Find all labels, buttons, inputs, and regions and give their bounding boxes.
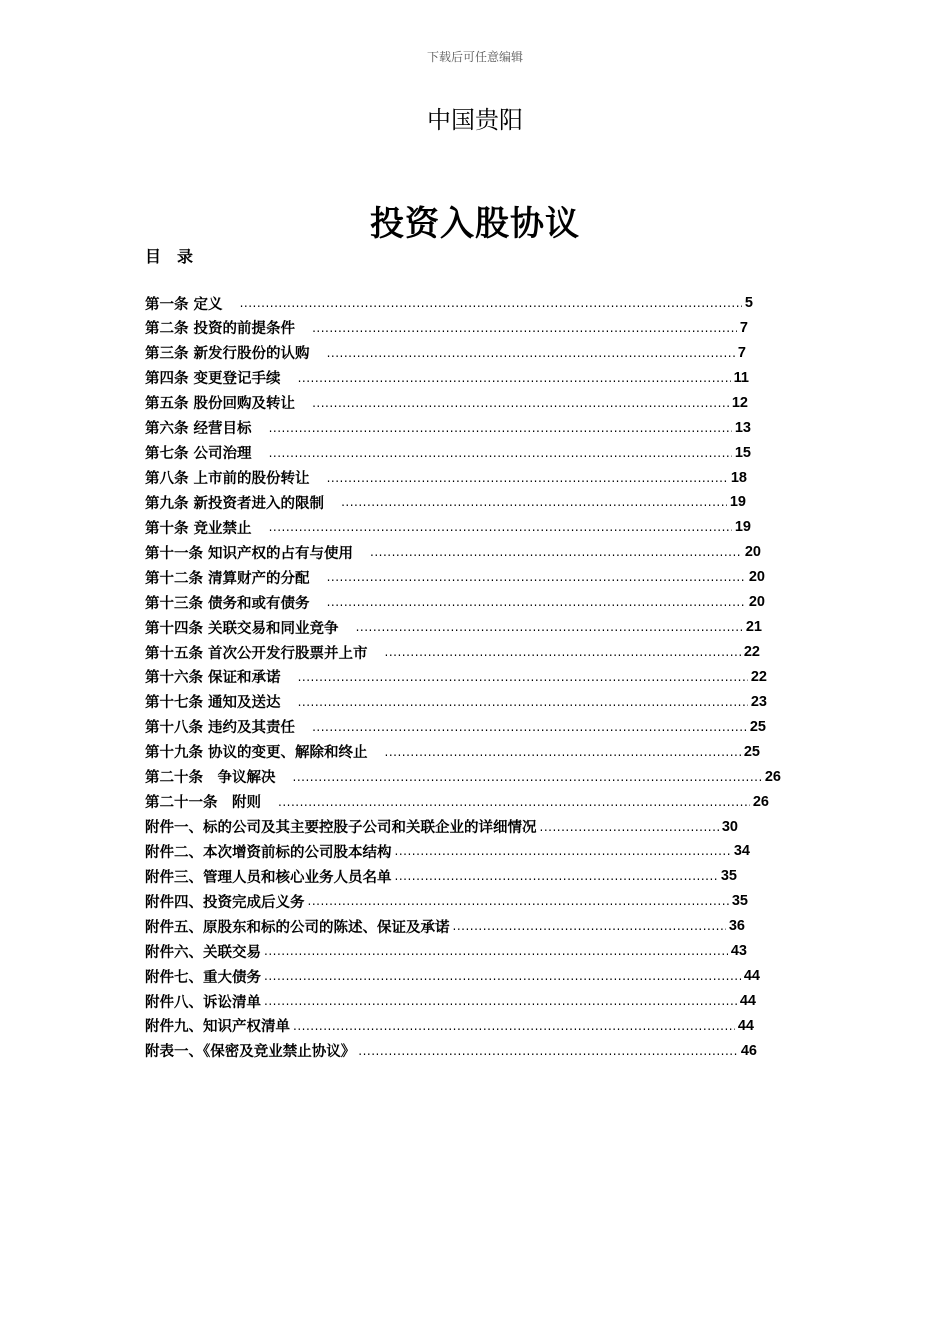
toc-entry[interactable]: [145, 864, 737, 888]
toc-entry-label: 第十条 竞业禁止: [145, 520, 252, 537]
toc-entry[interactable]: [145, 715, 766, 739]
toc-entry-page: 44: [743, 968, 760, 985]
toc-entry-page: 44: [737, 1017, 754, 1034]
toc-entry[interactable]: [145, 490, 746, 514]
toc-leader-dots: [358, 1044, 738, 1058]
toc-entry-page: 12: [731, 394, 748, 411]
toc-entry-label: 第九条 新投资者进入的限制: [145, 495, 325, 512]
toc-leader-dots: [308, 894, 729, 908]
toc-entry-page: 25: [743, 743, 760, 760]
toc-leader-dots: [293, 770, 762, 784]
toc-entry[interactable]: [145, 291, 753, 315]
toc-entry-label: 第十七条 通知及送达: [145, 695, 281, 712]
toc-entry-label: 第十四条 关联交易和同业竞争: [145, 620, 339, 637]
toc-entry-page: 23: [750, 693, 767, 710]
toc-entry[interactable]: [145, 690, 767, 714]
toc-entry-page: 26: [764, 768, 781, 785]
toc-leader-dots: [264, 994, 737, 1008]
toc-entry-label: 附件八、诉讼清单: [145, 994, 261, 1011]
toc-entry[interactable]: [145, 391, 748, 415]
toc-leader-dots: [278, 795, 750, 809]
toc-entry-label: 第一条 定义: [145, 296, 223, 313]
toc-entry[interactable]: [145, 740, 760, 764]
toc-entry[interactable]: [145, 815, 738, 839]
toc-entry[interactable]: [145, 665, 767, 689]
toc-leader-dots: [269, 520, 732, 534]
toc-entry-page: 13: [734, 419, 751, 436]
toc-entry[interactable]: [145, 790, 769, 814]
toc-entry[interactable]: [145, 989, 756, 1013]
toc-entry-page: 46: [740, 1042, 757, 1059]
toc-entry-page: 21: [745, 619, 762, 636]
toc-entry-page: 5: [744, 295, 753, 311]
toc-entry-page: 36: [728, 918, 745, 935]
toc-entry-label: 第十六条 保证和承诺: [145, 670, 281, 687]
toc-leader-dots: [395, 844, 731, 858]
toc-entry-page: 22: [750, 668, 767, 685]
toc-entry-label: 附表一、《保密及竞业禁止协议》: [145, 1044, 356, 1061]
toc-entry-label: 第十九条 协议的变更、解除和终止: [145, 745, 368, 762]
toc-entry-label: 第十一条 知识产权的占有与使用: [145, 545, 354, 562]
toc-entry-page: 20: [744, 544, 761, 561]
document-place: 中国贵阳: [427, 106, 523, 134]
toc-entry-label: 附件三、管理人员和核心业务人员名单: [145, 869, 392, 886]
toc-entry-label: 附件二、本次增资前标的公司股本结构: [145, 844, 392, 861]
toc-entry-label: 第二十条 争议解决: [145, 770, 276, 787]
toc-heading: 目 录: [145, 247, 194, 266]
toc-entry-label: 第二条 投资的前提条件: [145, 321, 296, 338]
toc-entry[interactable]: [145, 615, 762, 639]
toc-entry-label: 第七条 公司治理: [145, 446, 252, 463]
toc-entry-page: 43: [730, 943, 747, 960]
toc-entry[interactable]: [145, 441, 751, 465]
document-title: 投资入股协议: [370, 204, 580, 244]
toc-leader-dots: [327, 570, 746, 584]
toc-entry-page: 20: [748, 569, 765, 586]
toc-leader-dots: [264, 969, 741, 983]
toc-entry-label: 附件七、重大债务: [145, 969, 261, 986]
toc-entry-label: 第五条 股份回购及转让: [145, 396, 296, 413]
toc-entry[interactable]: [145, 1014, 754, 1038]
toc-leader-dots: [312, 321, 737, 335]
toc-entry[interactable]: [145, 914, 745, 938]
toc-entry-label: 第三条 新发行股份的认购: [145, 346, 310, 363]
toc-leader-dots: [312, 396, 729, 410]
toc-entry-label: 第八条 上市前的股份转让: [145, 471, 310, 487]
toc-entry[interactable]: [145, 964, 760, 988]
toc-entry-page: 7: [737, 344, 746, 361]
toc-entry[interactable]: [145, 341, 746, 365]
toc-leader-dots: [453, 919, 726, 933]
toc-entry[interactable]: [145, 466, 747, 490]
toc-entry[interactable]: [145, 540, 761, 564]
toc-entry-label: 第十二条 清算财产的分配: [145, 570, 310, 587]
toc-leader-dots: [312, 720, 747, 734]
toc-entry[interactable]: [145, 515, 751, 539]
toc-entry-label: 第十三条 债务和或有债务: [145, 595, 310, 612]
toc-entry-label: 第四条 变更登记手续: [145, 371, 281, 388]
toc-entry-label: 附件九、知识产权清单: [145, 1019, 290, 1036]
toc-leader-dots: [293, 1019, 735, 1033]
toc-entry-page: 19: [734, 519, 751, 536]
toc-entry-page: 22: [743, 644, 760, 661]
toc-entry[interactable]: [145, 1039, 757, 1063]
toc-entry[interactable]: [145, 640, 760, 664]
toc-leader-dots: [327, 346, 735, 360]
toc-entry-page: 7: [739, 319, 748, 336]
toc-leader-dots: [356, 620, 743, 634]
toc-entry-label: 第十八条 违约及其责任: [145, 720, 296, 737]
toc-entry[interactable]: [145, 939, 747, 963]
toc-entry-label: 附件一、标的公司及其主要控股子公司和关联企业的详细情况: [145, 820, 537, 837]
toc-entry-label: 第十五条 首次公开发行股票并上市: [145, 645, 368, 662]
toc-entry-page: 19: [729, 494, 746, 511]
toc-entry[interactable]: [145, 565, 765, 589]
toc-leader-dots: [385, 745, 741, 759]
toc-leader-dots: [341, 495, 727, 509]
toc-leader-dots: [269, 446, 732, 460]
toc-entry-page: 35: [720, 868, 737, 885]
toc-entry-page: 25: [749, 718, 766, 735]
toc-entry-label: 第六条 经营目标: [145, 421, 252, 438]
toc-entry-page: 30: [721, 818, 738, 835]
toc-leader-dots: [298, 371, 731, 385]
toc-leader-dots: [385, 645, 741, 659]
toc-leader-dots: [395, 869, 718, 883]
toc-entry[interactable]: [145, 416, 751, 440]
toc-entry-page: 44: [739, 993, 756, 1010]
header-note: 下载后可任意编辑: [426, 50, 523, 64]
toc-entry[interactable]: [145, 839, 750, 863]
toc-entry-page: 35: [731, 893, 748, 910]
toc-leader-dots: [298, 695, 748, 709]
toc-entry[interactable]: [145, 765, 781, 789]
toc-entry-page: 34: [733, 843, 750, 860]
toc-entry-label: 附件四、投资完成后义务: [145, 894, 305, 911]
toc-entry-label: 第二十一条 附则: [145, 795, 261, 812]
toc-entry[interactable]: [145, 590, 765, 614]
toc-entry-page: 11: [733, 369, 749, 386]
toc-entry-page: 15: [734, 444, 751, 461]
toc-leader-dots: [264, 944, 728, 958]
toc-entry[interactable]: [145, 889, 748, 913]
toc-entry-page: 26: [752, 793, 769, 810]
toc-leader-dots: [240, 296, 742, 310]
toc-entry[interactable]: [145, 316, 748, 340]
toc-leader-dots: [370, 545, 742, 559]
toc-leader-dots: [298, 670, 748, 684]
toc-leader-dots: [327, 471, 728, 485]
toc-entry-label: 附件六、关联交易: [145, 944, 261, 961]
toc-leader-dots: [269, 421, 732, 435]
toc-leader-dots: [540, 820, 719, 834]
toc-entry-label: 附件五、原股东和标的公司的陈述、保证及承诺: [145, 919, 450, 936]
toc-entry-page: 18: [730, 469, 747, 486]
toc-entry[interactable]: [145, 366, 749, 390]
toc-leader-dots: [327, 595, 746, 609]
toc-entry-page: 20: [748, 594, 765, 611]
